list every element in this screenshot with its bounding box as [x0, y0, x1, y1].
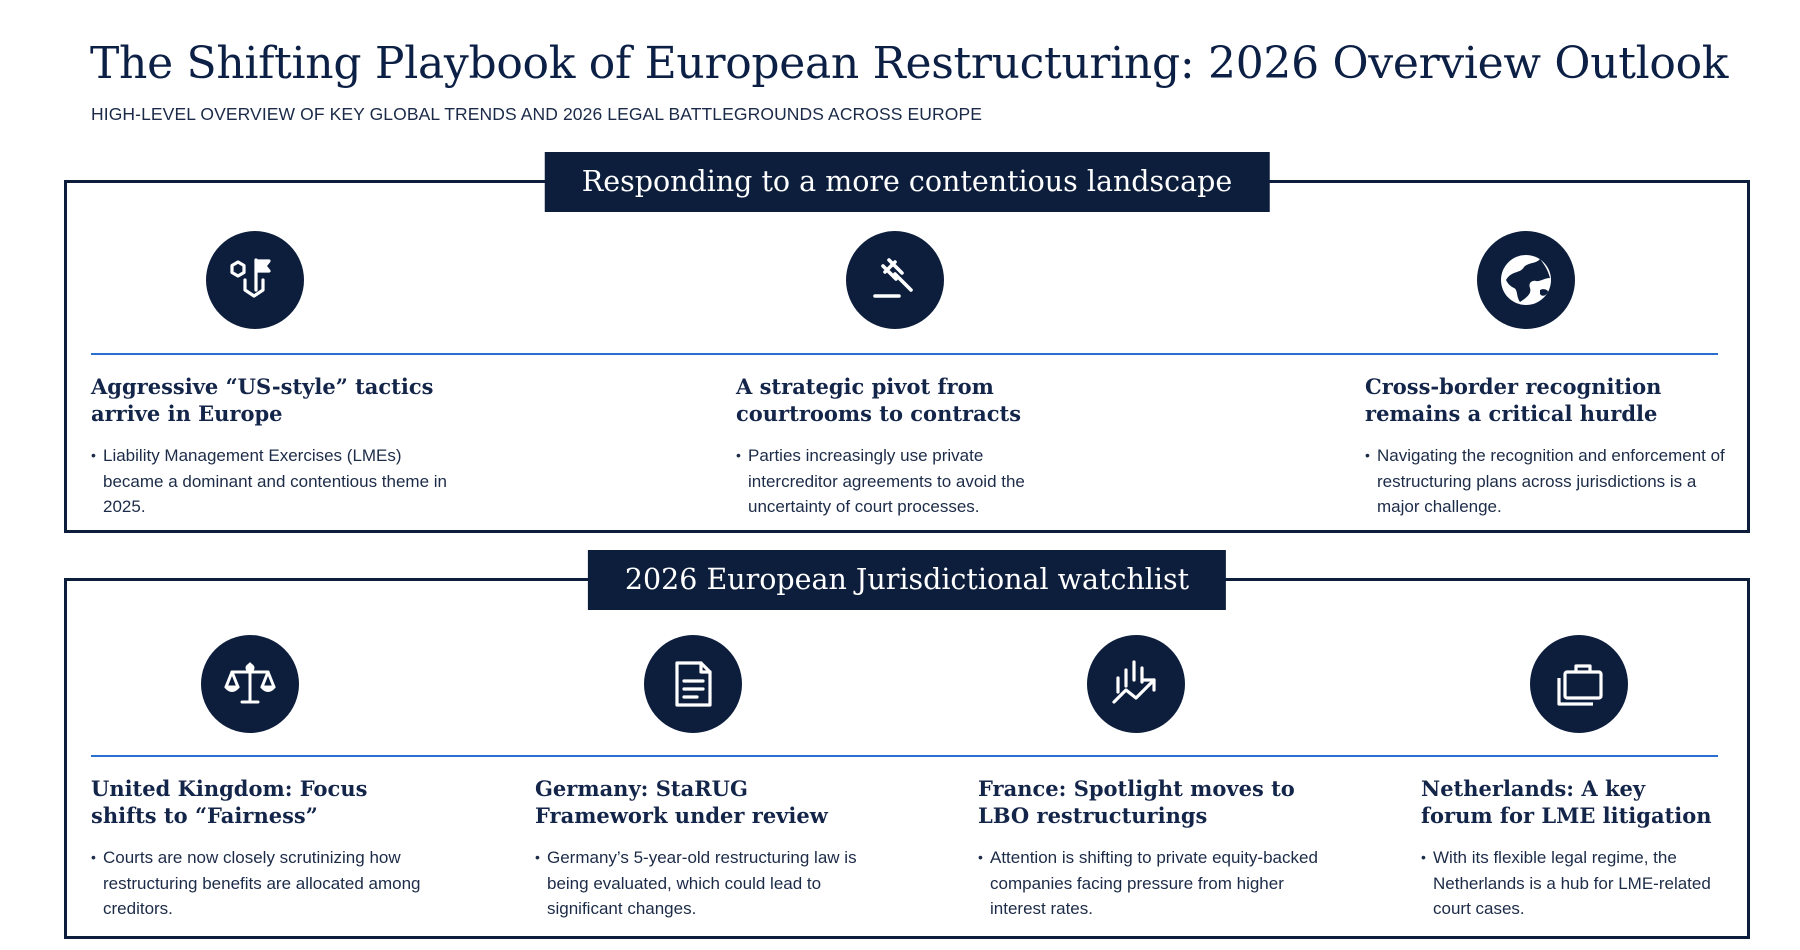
trend-heading: Cross-border recognition remains a critical hurdle: [1365, 374, 1662, 426]
watchlist-column-france: [978, 775, 1318, 922]
watchlist-heading: United Kingdom: Focus shifts to “Fairness”: [91, 776, 368, 828]
watchlist-column-uk: [91, 775, 431, 922]
watchlist-divider: [91, 755, 1718, 757]
trend-column-us-style: [91, 373, 451, 520]
gavel-icon: [846, 231, 944, 329]
watchlist-panel: [64, 563, 1750, 939]
watchlist-bullet: • With its flexible legal regime, the Netherlands is a hub for LME-related court cases.: [1421, 845, 1721, 922]
watchlist-column-germany: [535, 775, 865, 922]
document-icon: [644, 635, 742, 733]
watchlist-heading: France: Spotlight moves to LBO restructurings: [978, 776, 1295, 828]
trends-banner: Responding to a more contentious landscape: [545, 152, 1270, 212]
briefcase-icon: [1530, 635, 1628, 733]
trends-panel: [64, 165, 1750, 533]
page-subtitle: HIGH-LEVEL OVERVIEW OF KEY GLOBAL TRENDS AND 2026 LEGAL BATTLEGROUNDS ACROSS EUROPE: [91, 104, 983, 124]
trend-column-cross-border: [1365, 373, 1725, 520]
watchlist-bullet: • Courts are now closely scrutinizing how restructuring benefits are allocated among creditors.: [91, 845, 431, 922]
watchlist-bullet: • Attention is shifting to private equity-backed companies facing pressure from higher interest rates.: [978, 845, 1318, 922]
watchlist-heading: Germany: StaRUG Framework under review: [535, 776, 828, 828]
trend-bullet: • Navigating the recognition and enforcement of restructuring plans across jurisdictions is a major challenge.: [1365, 443, 1725, 520]
globe-icon: [1477, 231, 1575, 329]
watchlist-column-netherlands: [1421, 775, 1721, 922]
watchlist-bullet: • Germany’s 5-year-old restructuring law is being evaluated, which could lead to significant changes.: [535, 845, 865, 922]
chart-trend-arrow-icon: [1087, 635, 1185, 733]
page-title: The Shifting Playbook of European Restructuring: 2026 Overview Outlook: [90, 38, 1729, 89]
watchlist-banner: 2026 European Jurisdictional watchlist: [588, 550, 1226, 610]
strategy-shield-flag-icon: [206, 231, 304, 329]
trend-column-contracts: [736, 373, 1076, 520]
trend-bullet: • Liability Management Exercises (LMEs) became a dominant and contentious theme in 2025.: [91, 443, 451, 520]
scales-of-justice-icon: [201, 635, 299, 733]
trend-heading: Aggressive “US-style” tactics arrive in Europe: [91, 374, 434, 426]
trend-heading: A strategic pivot from courtrooms to contracts: [736, 374, 1022, 426]
trends-divider: [91, 353, 1718, 355]
trend-bullet: • Parties increasingly use private intercreditor agreements to avoid the uncertainty of court processes.: [736, 443, 1076, 520]
watchlist-heading: Netherlands: A key forum for LME litigation: [1421, 776, 1712, 828]
